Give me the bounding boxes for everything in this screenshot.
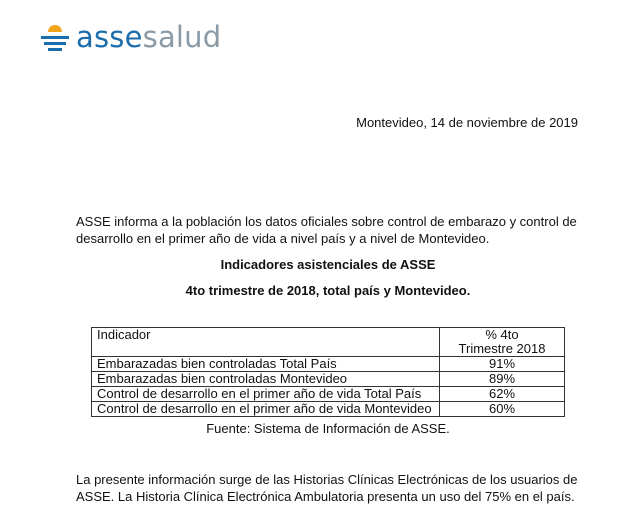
header-value-line-1: % 4to bbox=[485, 327, 519, 342]
intro-paragraph bbox=[76, 213, 580, 247]
table-row bbox=[92, 372, 565, 387]
footer-paragraph bbox=[76, 471, 580, 505]
logo-wordmark bbox=[76, 20, 221, 54]
row-value: 89% bbox=[440, 372, 565, 387]
header-value-line-2: Trimestre 2018 bbox=[458, 341, 546, 356]
table-row bbox=[92, 402, 565, 417]
table-row bbox=[92, 387, 565, 402]
logo-text-asse: asse bbox=[76, 20, 143, 54]
intro-line-2: desarrollo en el primer año de vida a nivel país y a nivel de Montevideo. bbox=[76, 231, 490, 246]
table-row bbox=[92, 357, 565, 372]
sun-waves-icon bbox=[38, 24, 72, 56]
row-value: 60% bbox=[440, 402, 565, 417]
date-line: Montevideo, 14 de noviembre de 2019 bbox=[356, 115, 578, 130]
intro-line-1: ASSE informa a la población los datos oficiales sobre control de embarazo y control de bbox=[76, 214, 577, 229]
table-header-row bbox=[92, 328, 565, 357]
footer-line-2: ASSE. La Historia Clínica Electrónica Ambulatoria presenta un uso del 75% en el país. bbox=[76, 489, 575, 504]
asse-logo bbox=[38, 20, 238, 56]
footer-line-1: La presente información surge de las Historias Clínicas Electrónicas de los usuarios de bbox=[76, 472, 578, 487]
row-indicator: Control de desarrollo en el primer año de vida Montevideo bbox=[92, 402, 440, 417]
indicators-table bbox=[91, 327, 565, 417]
heading-indicators: Indicadores asistenciales de ASSE bbox=[220, 257, 436, 272]
table-source: Fuente: Sistema de Información de ASSE. bbox=[206, 421, 450, 436]
heading-period: 4to trimestre de 2018, total país y Montevideo. bbox=[185, 283, 471, 298]
row-indicator: Embarazadas bien controladas Montevideo bbox=[92, 372, 440, 387]
row-value: 62% bbox=[440, 387, 565, 402]
header-indicator: Indicador bbox=[92, 328, 440, 357]
row-indicator: Embarazadas bien controladas Total País bbox=[92, 357, 440, 372]
row-indicator: Control de desarrollo en el primer año de vida Total País bbox=[92, 387, 440, 402]
logo-text-salud: salud bbox=[142, 20, 222, 54]
header-value bbox=[440, 328, 565, 357]
row-value: 91% bbox=[440, 357, 565, 372]
